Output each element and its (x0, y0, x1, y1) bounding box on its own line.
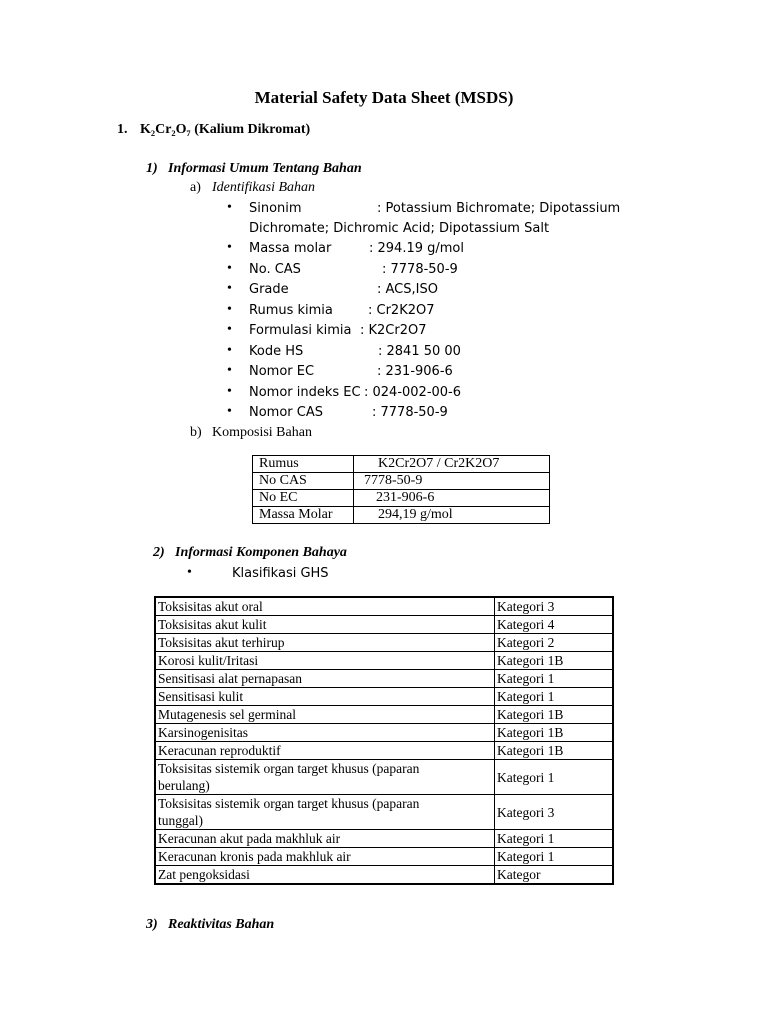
bullet-icon: • (227, 200, 232, 215)
bullet-icon: • (187, 565, 192, 580)
identifier-value: : 7778-50-9 (372, 405, 448, 420)
identifier-value: : 7778-50-9 (382, 262, 458, 277)
hazard-cell: Toksisitas akut kulit (155, 616, 495, 634)
table-row (155, 616, 613, 634)
table-row (155, 742, 613, 760)
hazard-cell: Keracunan akut pada makhluk air (155, 830, 495, 848)
list-label-a: a) (190, 180, 201, 195)
category-cell: Kategori 1 (495, 848, 614, 866)
table-cell: Rumus (253, 456, 354, 473)
section-number: 1. (117, 122, 128, 137)
category-cell: Kategori 1B (495, 706, 614, 724)
hazard-cell: Toksisitas akut terhirup (155, 634, 495, 652)
identifier-value: : 024-002-00-6 (364, 385, 462, 400)
subsection-number: 3) (146, 917, 158, 932)
hazard-cell: Sensitisasi alat pernapasan (155, 670, 495, 688)
category-cell: Kategori 1 (495, 830, 614, 848)
table-row (155, 634, 613, 652)
identifier-label: No. CAS (249, 262, 301, 277)
identifier-value: : K2Cr2O7 (360, 323, 427, 338)
identifier-value: : Potassium Bichromate; Dipotassium (377, 201, 621, 216)
category-cell: Kategori 1 (495, 688, 614, 706)
identifier-label: Nomor indeks EC (249, 385, 361, 400)
chemical-formula: K₂Cr₂O₇ (140, 122, 191, 137)
table-row (155, 866, 613, 885)
hazard-cell: Toksisitas sistemik organ target khusus (paparan tunggal) (155, 795, 495, 830)
table-row (253, 507, 550, 524)
identifier-value: : 294.19 g/mol (369, 241, 464, 256)
table-cell: No CAS (253, 473, 354, 490)
subsection-title: Informasi Umum Tentang Bahan (168, 161, 362, 176)
composition-table (252, 455, 550, 524)
chemical-name: (Kalium Dikromat) (194, 122, 311, 137)
subsection-title: Reaktivitas Bahan (168, 917, 275, 932)
hazard-cell: Sensitisasi kulit (155, 688, 495, 706)
table-row (155, 597, 613, 616)
page-title: Material Safety Data Sheet (MSDS) (254, 88, 514, 107)
hazard-cell: Keracunan kronis pada makhluk air (155, 848, 495, 866)
category-cell: Kategori 2 (495, 634, 614, 652)
table-row (155, 688, 613, 706)
list-label-b: b) (190, 425, 202, 440)
bullet-icon: • (227, 281, 232, 296)
subsection-number: 2) (153, 545, 165, 560)
identifier-label: Grade (249, 282, 289, 297)
table-row (155, 706, 613, 724)
subsection-title: Informasi Komponen Bahaya (175, 545, 347, 560)
table-row (155, 848, 613, 866)
category-cell: Kategor (495, 866, 614, 885)
ghs-classification-table (154, 596, 614, 885)
bullet-icon: • (227, 302, 232, 317)
table-row (253, 456, 550, 473)
identifier-label: Sinonim (249, 201, 302, 216)
bullet-icon: • (227, 240, 232, 255)
hazard-cell: Zat pengoksidasi (155, 866, 495, 885)
hazard-cell: Keracunan reproduktif (155, 742, 495, 760)
ghs-heading: Klasifikasi GHS (232, 566, 329, 581)
bullet-icon: • (227, 404, 232, 419)
hazard-cell: Mutagenesis sel germinal (155, 706, 495, 724)
table-cell: No EC (253, 490, 354, 507)
identifier-label: Formulasi kimia (249, 323, 352, 338)
table-cell: Massa Molar (253, 507, 354, 524)
composition-heading: Komposisi Bahan (212, 425, 312, 440)
hazard-cell: Toksisitas akut oral (155, 597, 495, 616)
identifier-label: Kode HS (249, 344, 304, 359)
table-row (253, 490, 550, 507)
hazard-cell: Korosi kulit/Iritasi (155, 652, 495, 670)
bullet-icon: • (227, 343, 232, 358)
table-cell: K2Cr2O7 / Cr2K2O7 (354, 456, 550, 473)
identifier-value: : 231-906-6 (377, 364, 453, 379)
identifier-label: Massa molar (249, 241, 332, 256)
category-cell: Kategori 3 (495, 795, 614, 830)
bullet-icon: • (227, 363, 232, 378)
table-row (253, 473, 550, 490)
identification-heading: Identifikasi Bahan (212, 180, 316, 195)
identifier-value: : ACS,ISO (377, 282, 438, 297)
category-cell: Kategori 4 (495, 616, 614, 634)
identifier-value: : Cr2K2O7 (368, 303, 435, 318)
category-cell: Kategori 1B (495, 652, 614, 670)
category-cell: Kategori 1B (495, 742, 614, 760)
table-row (155, 830, 613, 848)
table-cell: 7778-50-9 (354, 473, 550, 490)
identifier-label: Nomor EC (249, 364, 315, 379)
bullet-icon: • (227, 261, 232, 276)
category-cell: Kategori 1 (495, 760, 614, 795)
identifier-value-continued: Dichromate; Dichromic Acid; Dipotassium Salt (249, 221, 550, 236)
table-row (155, 724, 613, 742)
section-heading (140, 122, 310, 138)
table-cell: 294,19 g/mol (354, 507, 550, 524)
table-cell: 231-906-6 (354, 490, 550, 507)
hazard-cell: Toksisitas sistemik organ target khusus (paparan berulang) (155, 760, 495, 795)
table-row (155, 652, 613, 670)
table-row (155, 760, 613, 795)
bullet-icon: • (227, 322, 232, 337)
category-cell: Kategori 3 (495, 597, 614, 616)
identifier-label: Nomor CAS (249, 405, 323, 420)
category-cell: Kategori 1B (495, 724, 614, 742)
table-row (155, 670, 613, 688)
identifier-value: : 2841 50 00 (378, 344, 461, 359)
bullet-icon: • (227, 384, 232, 399)
subsection-number: 1) (146, 161, 158, 176)
identifier-label: Rumus kimia (249, 303, 333, 318)
hazard-cell: Karsinogenisitas (155, 724, 495, 742)
category-cell: Kategori 1 (495, 670, 614, 688)
table-row (155, 795, 613, 830)
